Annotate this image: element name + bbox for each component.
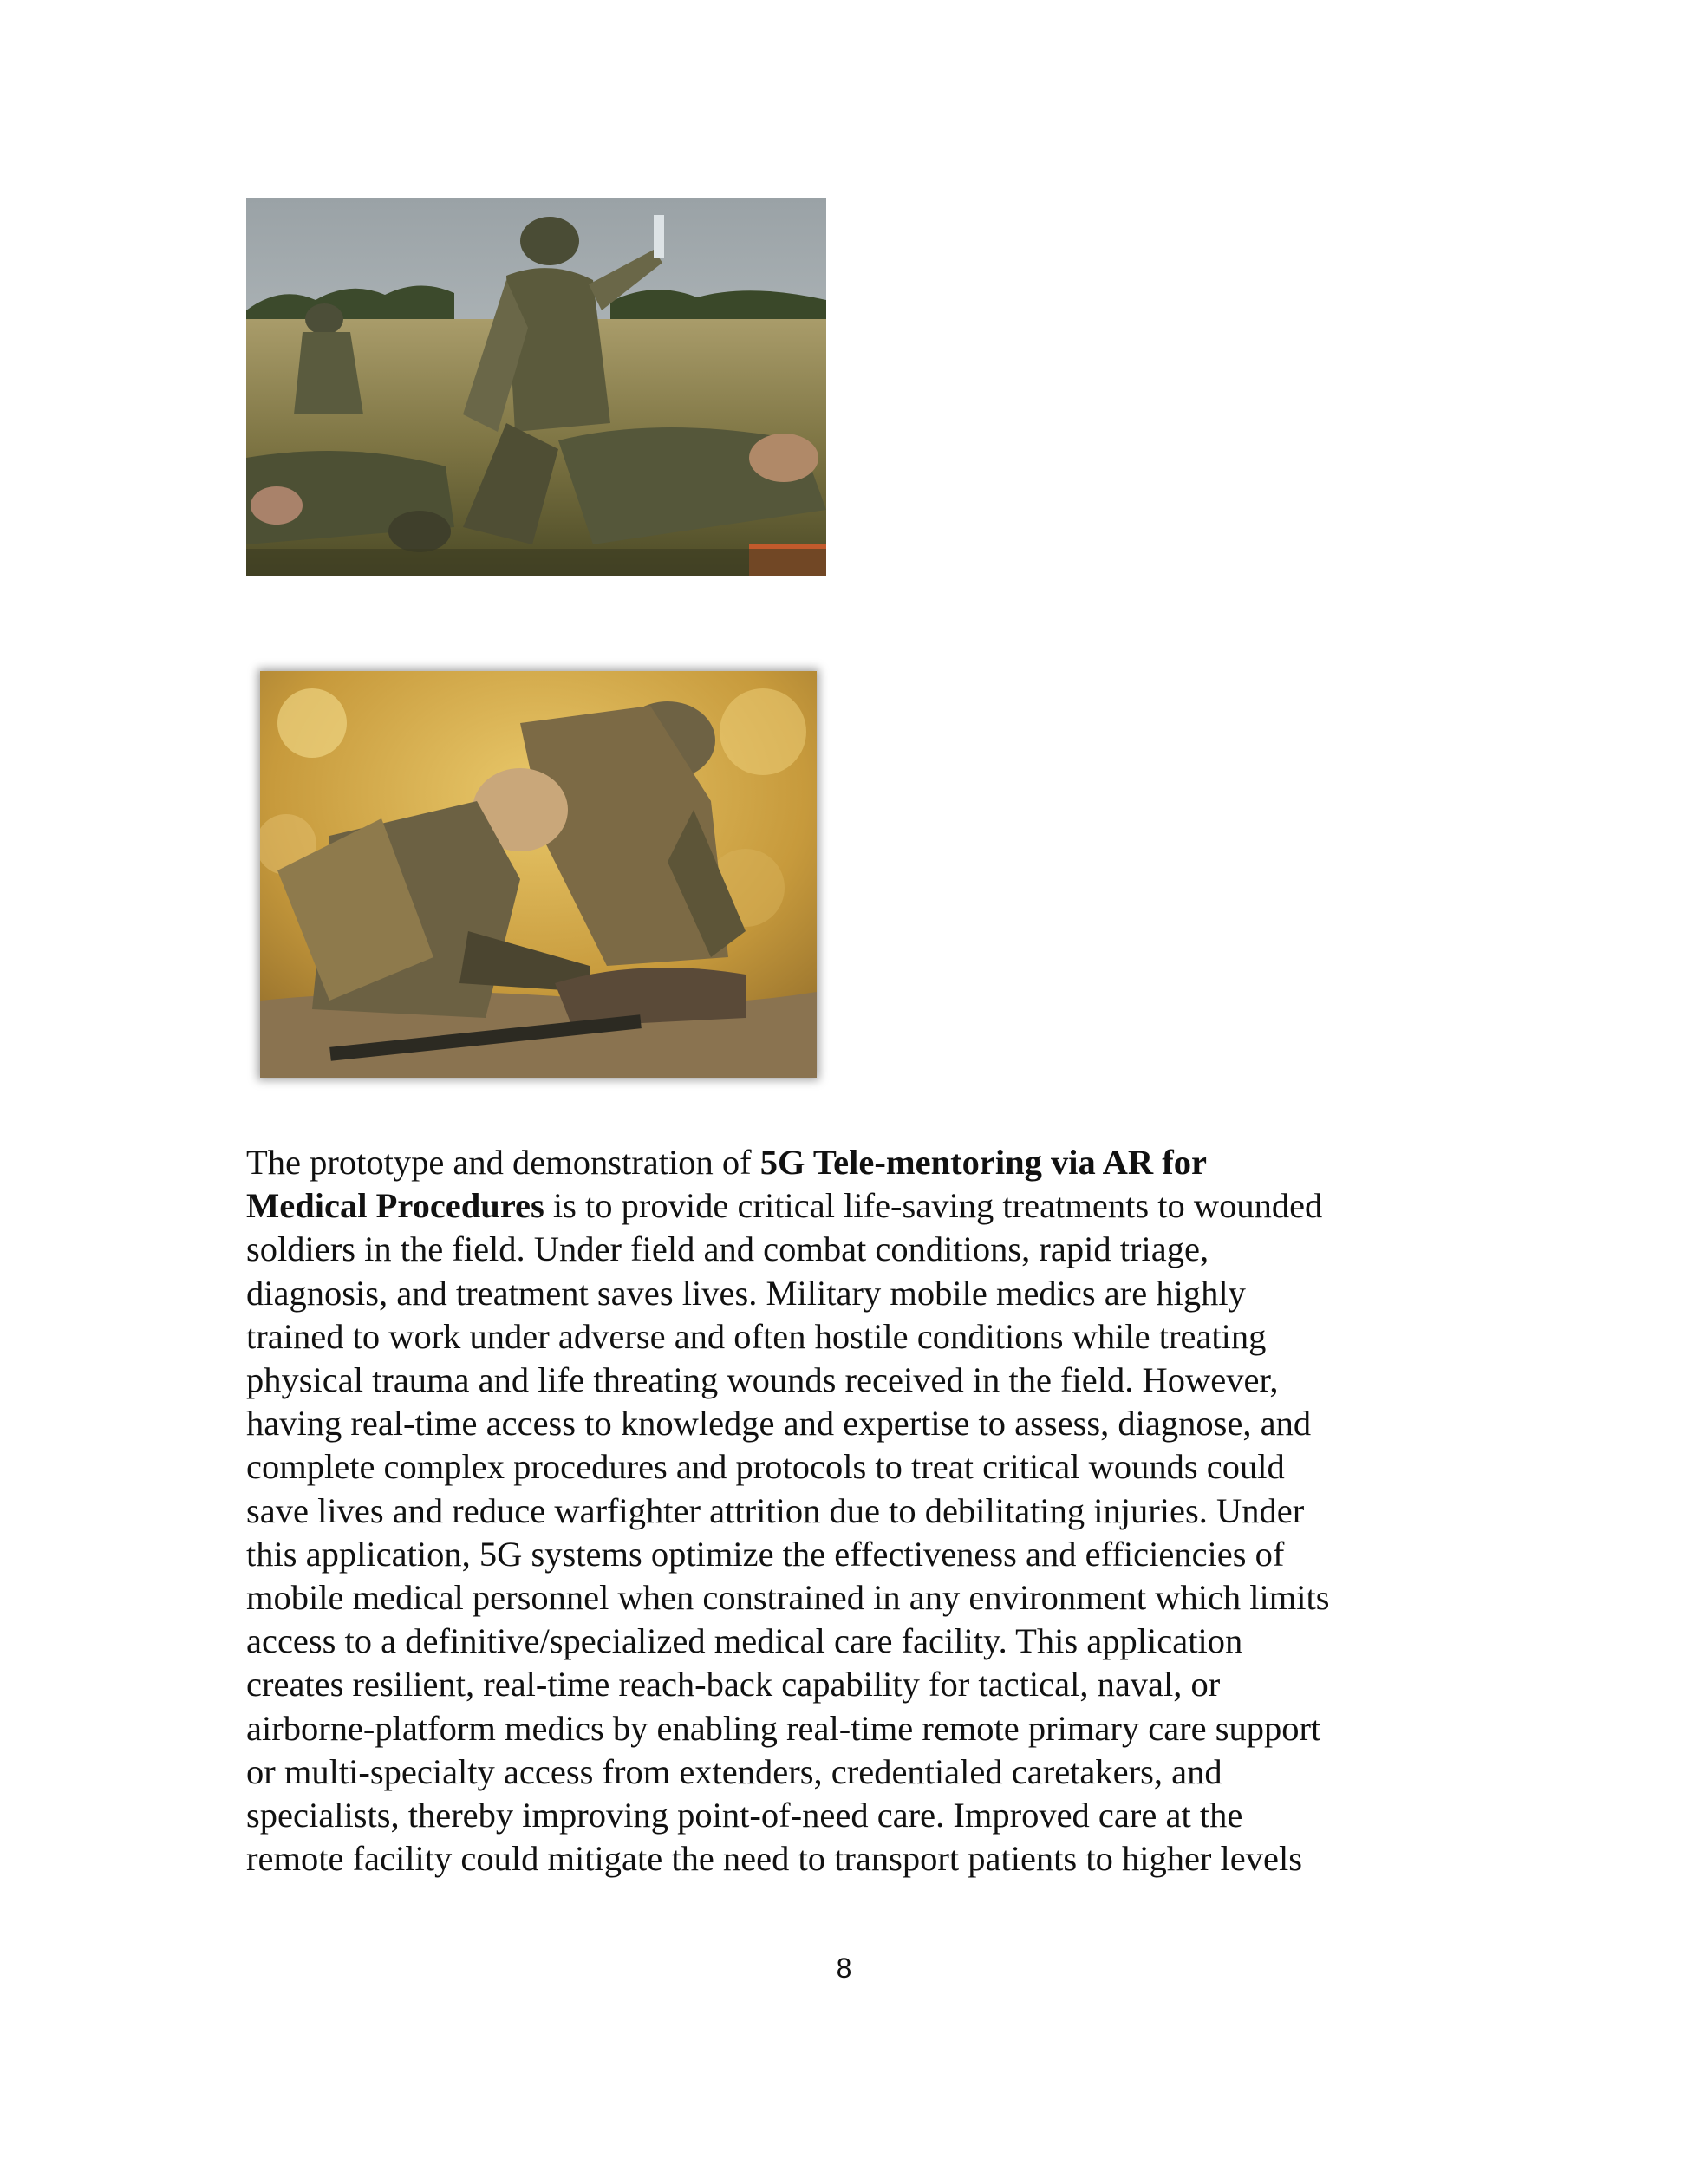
- line-text: this application, 5G systems optimize the effectiveness and efficiencies of: [246, 1534, 1285, 1574]
- paragraph-line: [246, 1794, 1460, 1837]
- line-text: mobile medical personnel when constrained in any environment which limits: [246, 1578, 1330, 1618]
- field-medic-photo-1: [246, 198, 826, 576]
- paragraph-line: [246, 1141, 1460, 1184]
- paragraph-line: [246, 1184, 1460, 1228]
- line-text: diagnosis, and treatment saves lives. Military mobile medics are highly: [246, 1273, 1246, 1313]
- paragraph-line: [246, 1837, 1460, 1881]
- line-text: complete complex procedures and protocols to treat critical wounds could: [246, 1447, 1285, 1487]
- line-text: specialists, thereby improving point-of-need care. Improved care at the: [246, 1796, 1243, 1835]
- paragraph-line: [246, 1359, 1460, 1402]
- paragraph-line: [246, 1576, 1460, 1620]
- line-text: creates resilient, real-time reach-back capability for tactical, naval, or: [246, 1665, 1221, 1705]
- bold-title: Medical Procedures: [246, 1186, 544, 1226]
- line-text: remote facility could mitigate the need to transport patients to higher levels: [246, 1839, 1303, 1879]
- line-text: access to a definitive/specialized medical care facility. This application: [246, 1621, 1243, 1661]
- paragraph-line: [246, 1750, 1460, 1794]
- line-text: trained to work under adverse and often hostile conditions while treating: [246, 1316, 1267, 1356]
- paragraph-line: [246, 1620, 1460, 1663]
- paragraph-line: [246, 1315, 1460, 1359]
- line-text: save lives and reduce warfighter attrition due to debilitating injuries. Under: [246, 1490, 1305, 1530]
- bold-title: 5G Tele-mentoring via AR for: [759, 1143, 1207, 1182]
- line-text: The prototype and demonstration of: [246, 1143, 760, 1182]
- line-text: physical trauma and life threating wounds received in the field. However,: [246, 1360, 1279, 1400]
- body-paragraph: [246, 1141, 1460, 1881]
- line-text: or multi-specialty access from extenders, credentialed caretakers, and: [246, 1751, 1222, 1791]
- paragraph-line: [246, 1445, 1460, 1489]
- paragraph-line: [246, 1272, 1460, 1315]
- paragraph-line: [246, 1663, 1460, 1706]
- line-text: having real-time access to knowledge and expertise to assess, diagnose, and: [246, 1404, 1312, 1444]
- line-text: soldiers in the field. Under field and combat conditions, rapid triage,: [246, 1229, 1209, 1269]
- line-text: is to provide critical life-saving treatments to wounded: [544, 1186, 1323, 1226]
- paragraph-line: [246, 1490, 1460, 1533]
- paragraph-line: [246, 1707, 1460, 1750]
- paragraph-line: [246, 1228, 1460, 1271]
- paragraph-line: [246, 1533, 1460, 1576]
- paragraph-line: [246, 1402, 1460, 1445]
- line-text: airborne-platform medics by enabling real-time remote primary care support: [246, 1708, 1321, 1748]
- field-medic-photo-2: [260, 671, 817, 1078]
- page-number: 8: [836, 1953, 852, 1984]
